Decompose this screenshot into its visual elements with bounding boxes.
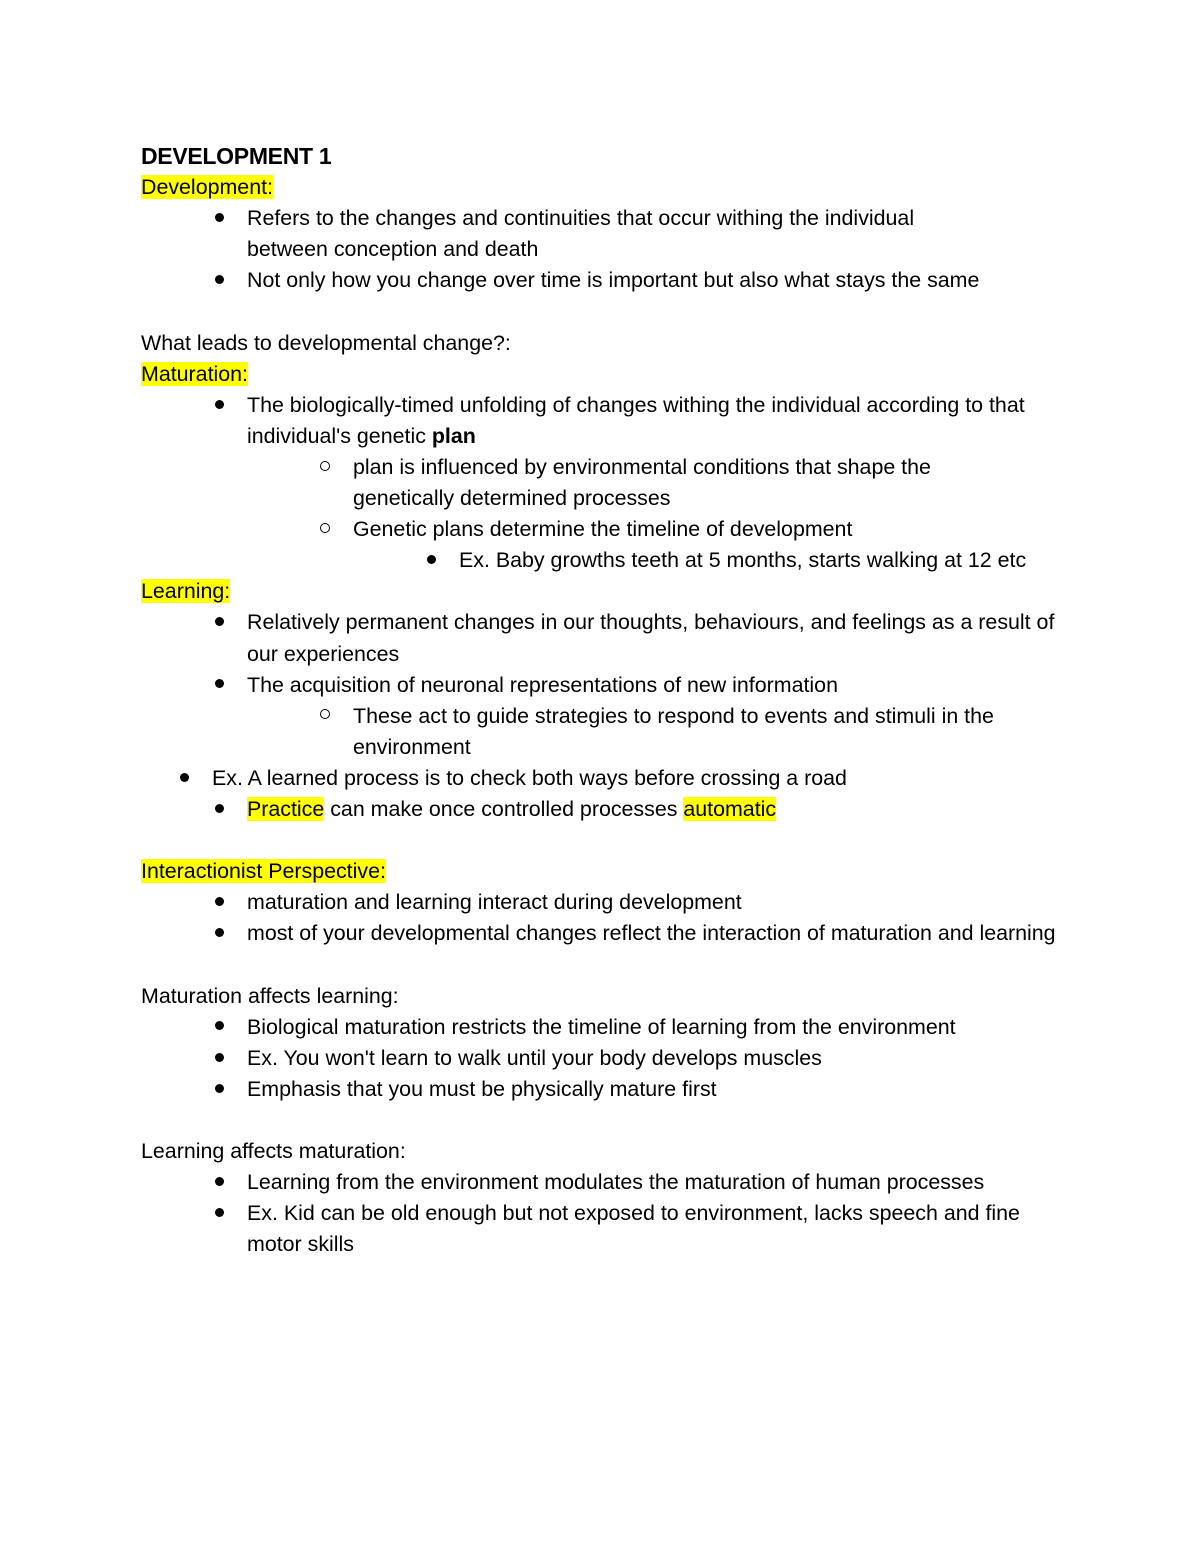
list-item: Refers to the changes and continuities that occur withing the individual between conception and death [141,203,1071,265]
list-item: Biological maturation restricts the timeline of learning from the environment [141,1012,1071,1043]
list-item: maturation and learning interact during development [141,887,1071,918]
list-item: Practice can make once controlled processes automatic [141,794,1071,825]
bullet-icon [209,794,229,825]
bullet-icon [209,265,229,296]
list-item: Ex. A learned process is to check both ways before crossing a road [141,763,1071,794]
list-item: Ex. You won't learn to walk until your body develops muscles [141,1043,1071,1074]
sub-list-item: Genetic plans determine the timeline of development [141,514,1071,545]
sub-sub-list-item: Ex. Baby growths teeth at 5 months, starts walking at 12 etc [141,545,1071,576]
bullet-icon [421,545,441,576]
sub-list-item: These act to guide strategies to respond to events and stimuli in the environment [141,701,1071,763]
list-item: Not only how you change over time is important but also what stays the same [141,265,1071,296]
bullet-icon [209,1198,229,1229]
highlighted-word: automatic [683,796,777,821]
hollow-bullet-icon [315,514,335,545]
maturation-list [141,390,1071,577]
section-heading-interactionist [141,856,1071,887]
maturation-affects-learning-list [141,1012,1071,1105]
section-heading-maturation [141,359,1071,390]
list-item: Learning from the environment modulates the maturation of human processes [141,1167,1071,1198]
section-heading-learning [141,576,1071,607]
question-line: What leads to developmental change?: [141,330,511,355]
spacer [141,825,1071,856]
bullet-icon [209,670,229,701]
list-item: Ex. Kid can be old enough but not exposed to environment, lacks speech and fine motor skills [141,1198,1071,1260]
spacer [141,296,1071,327]
list-item: Relatively permanent changes in our thoughts, behaviours, and feelings as a result of our experiences [141,607,1071,669]
list-item: The biologically-timed unfolding of changes withing the individual according to that individual's genetic plan [141,390,1071,452]
bullet-icon [209,1167,229,1198]
list-item: Emphasis that you must be physically mature first [141,1074,1071,1105]
list-item: most of your developmental changes reflect the interaction of maturation and learning [141,918,1071,949]
document-body [141,141,1071,1260]
section-heading-maturation-affects-learning: Maturation affects learning: [141,983,399,1008]
learning-affects-maturation-list [141,1167,1071,1260]
section-heading-learning-affects-maturation: Learning affects maturation: [141,1139,406,1163]
bullet-icon [209,203,229,234]
hollow-bullet-icon [315,701,335,732]
highlighted-heading: Interactionist Perspective: [141,859,386,884]
bullet-icon [174,763,194,794]
bullet-icon [209,1074,229,1105]
spacer [141,1105,1071,1136]
highlighted-heading: Learning: [141,579,231,604]
section-heading-development [141,172,1071,203]
bullet-icon [209,887,229,918]
bullet-icon [209,918,229,949]
interactionist-list [141,887,1071,949]
document-title: DEVELOPMENT 1 [141,143,332,169]
sub-list-item: plan is influenced by environmental conditions that shape the genetically determined processes [141,452,1071,514]
highlighted-heading: Maturation: [141,361,249,386]
hollow-bullet-icon [315,452,335,483]
bullet-icon [209,1043,229,1074]
highlighted-heading: Development: [141,175,273,200]
bold-word: plan [431,423,476,448]
development-list [141,203,1071,296]
bullet-icon [209,390,229,421]
highlighted-word: Practice [247,796,325,821]
list-item: The acquisition of neuronal representations of new information [141,670,1071,701]
spacer [141,949,1071,980]
bullet-icon [209,607,229,638]
learning-list [141,607,1071,825]
bullet-icon [209,1012,229,1043]
